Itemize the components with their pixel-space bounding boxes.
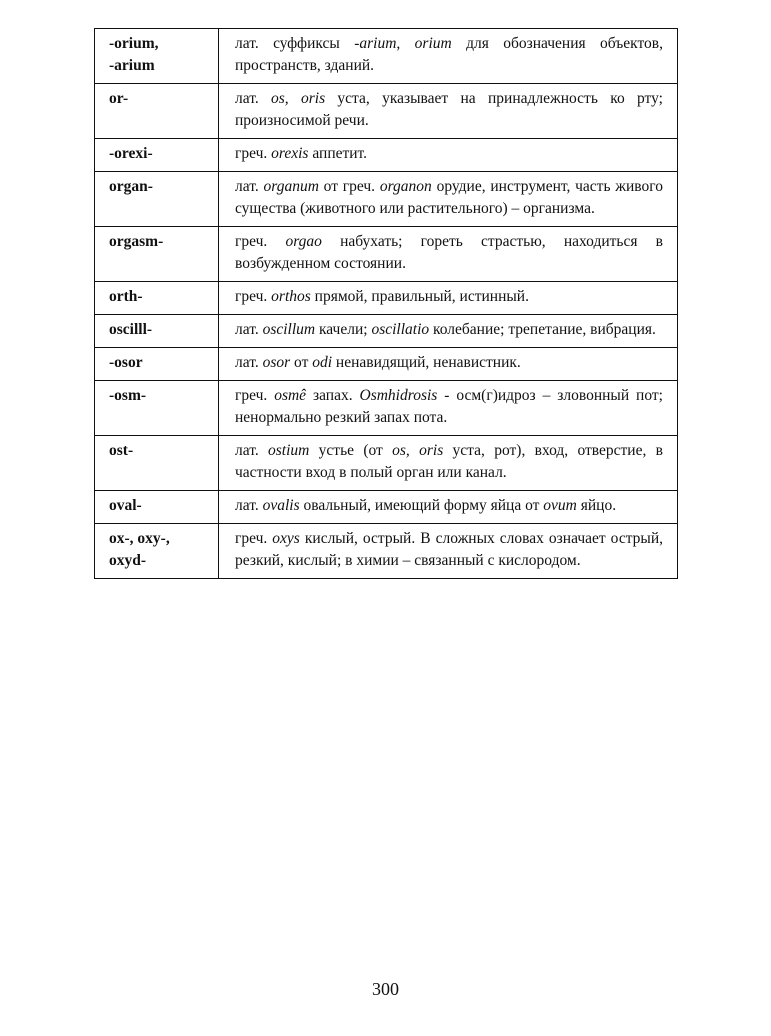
term-cell xyxy=(95,381,219,436)
definition-text: лат. xyxy=(235,321,263,338)
definition-italic-text: ovum xyxy=(543,497,577,514)
term-text: orgasm- xyxy=(109,233,164,250)
term-cell xyxy=(95,348,219,381)
term-text: -arium xyxy=(109,57,155,74)
definition-cell xyxy=(219,524,678,579)
term-text: organ- xyxy=(109,178,153,195)
table-row xyxy=(95,491,678,524)
definition-text: от греч. xyxy=(318,178,380,195)
term-cell xyxy=(95,282,219,315)
table-row xyxy=(95,282,678,315)
definition-cell xyxy=(219,348,678,381)
term-text: oval- xyxy=(109,497,142,514)
definition-text: ненавидящий, ненавистник. xyxy=(332,354,521,371)
definition-cell xyxy=(219,29,678,84)
definition-text: от xyxy=(290,354,313,371)
term-text: -osor xyxy=(109,354,143,371)
definition-text: запах. xyxy=(306,387,360,404)
term-cell xyxy=(95,227,219,282)
definition-text: лат. xyxy=(235,442,269,459)
definition-text: колебание; трепетание, вибрация. xyxy=(429,321,656,338)
definition-italic-text: ovalis xyxy=(262,497,300,514)
definition-italic-text: organon xyxy=(379,178,432,195)
glossary-body xyxy=(95,29,678,579)
term-cell xyxy=(95,139,219,172)
term-cell xyxy=(95,172,219,227)
definition-text: греч. xyxy=(235,530,273,547)
definition-cell xyxy=(219,436,678,491)
term-text: -orexi- xyxy=(109,145,153,162)
term-text: oscilll- xyxy=(109,321,153,338)
definition-italic-text: -arium, orium xyxy=(354,35,452,52)
term-cell xyxy=(95,491,219,524)
definition-italic-text: orexis xyxy=(271,145,309,162)
term-cell xyxy=(95,524,219,579)
term-text: ox-, oxy-, xyxy=(109,530,170,547)
definition-italic-text: odi xyxy=(312,354,333,371)
definition-cell xyxy=(219,84,678,139)
definition-italic-text: oscillum xyxy=(262,321,316,338)
definition-text: уста, рот), вход, отверстие, в частности вход в полый орган или канал. xyxy=(235,442,663,481)
definition-cell xyxy=(219,315,678,348)
definition-text: уста, указывает на принадлежность ко рту; произносимой речи. xyxy=(235,90,663,129)
table-row xyxy=(95,172,678,227)
glossary-table xyxy=(94,28,678,579)
definition-cell xyxy=(219,491,678,524)
term-cell xyxy=(95,29,219,84)
definition-text: лат. xyxy=(235,178,264,195)
table-row xyxy=(95,315,678,348)
definition-text: греч. xyxy=(235,387,275,404)
table-row xyxy=(95,381,678,436)
term-text: -osm- xyxy=(109,387,147,404)
definition-italic-text: os, oris xyxy=(392,442,444,459)
definition-italic-text: oscillatio xyxy=(371,321,430,338)
definition-cell xyxy=(219,227,678,282)
term-text: oxyd- xyxy=(109,552,147,569)
definition-text: греч. xyxy=(235,145,272,162)
table-row xyxy=(95,139,678,172)
definition-italic-text: Osmhidrosis xyxy=(359,387,438,404)
definition-text: лат. xyxy=(235,354,263,371)
definition-text: овальный, имеющий форму яйца от xyxy=(299,497,544,514)
definition-italic-text: ostium xyxy=(268,442,310,459)
definition-text: кислый, острый. В сложных словах означает острый, резкий, кислый; в химии – связанный с кислородом. xyxy=(235,530,663,569)
term-text: -orium, xyxy=(109,35,159,52)
definition-text: аппетит. xyxy=(308,145,368,162)
table-row xyxy=(95,29,678,84)
definition-text: набухать; гореть страстью, находиться в возбужденном состоянии. xyxy=(235,233,663,272)
definition-italic-text: os, oris xyxy=(271,90,326,107)
page-number: 300 xyxy=(372,979,399,999)
definition-text: лат. xyxy=(235,90,272,107)
definition-italic-text: oxys xyxy=(272,530,300,547)
definition-cell xyxy=(219,381,678,436)
definition-text: устье (от xyxy=(309,442,393,459)
definition-italic-text: orthos xyxy=(271,288,311,305)
definition-italic-text: osmê xyxy=(274,387,307,404)
definition-text: лат. xyxy=(235,497,263,514)
term-text: or- xyxy=(109,90,129,107)
definition-text: яйцо. xyxy=(576,497,617,514)
table-row xyxy=(95,524,678,579)
definition-italic-text: osor xyxy=(262,354,291,371)
definition-cell xyxy=(219,282,678,315)
definition-text: прямой, правильный, истинный. xyxy=(310,288,529,305)
definition-text: лат. суффиксы xyxy=(235,35,355,52)
definition-text: для обозначения объектов, пространств, зданий. xyxy=(235,35,664,74)
definition-italic-text: orgao xyxy=(285,233,322,250)
term-cell xyxy=(95,436,219,491)
table-row xyxy=(95,348,678,381)
definition-text: орудие, инструмент, часть живого существа (животного или растительного) – организма. xyxy=(235,178,663,217)
definition-text: греч. xyxy=(235,233,286,250)
term-text: ost- xyxy=(109,442,134,459)
definition-text: греч. xyxy=(235,288,272,305)
table-row xyxy=(95,227,678,282)
term-cell xyxy=(95,315,219,348)
definition-italic-text: organum xyxy=(263,178,319,195)
definition-cell xyxy=(219,172,678,227)
term-text: orth- xyxy=(109,288,143,305)
definition-text: - осм(г)идроз – зловонный пот; ненормально резкий запах пота. xyxy=(235,387,663,426)
term-cell xyxy=(95,84,219,139)
table-row xyxy=(95,436,678,491)
definition-cell xyxy=(219,139,678,172)
definition-text: качели; xyxy=(315,321,372,338)
table-row xyxy=(95,84,678,139)
